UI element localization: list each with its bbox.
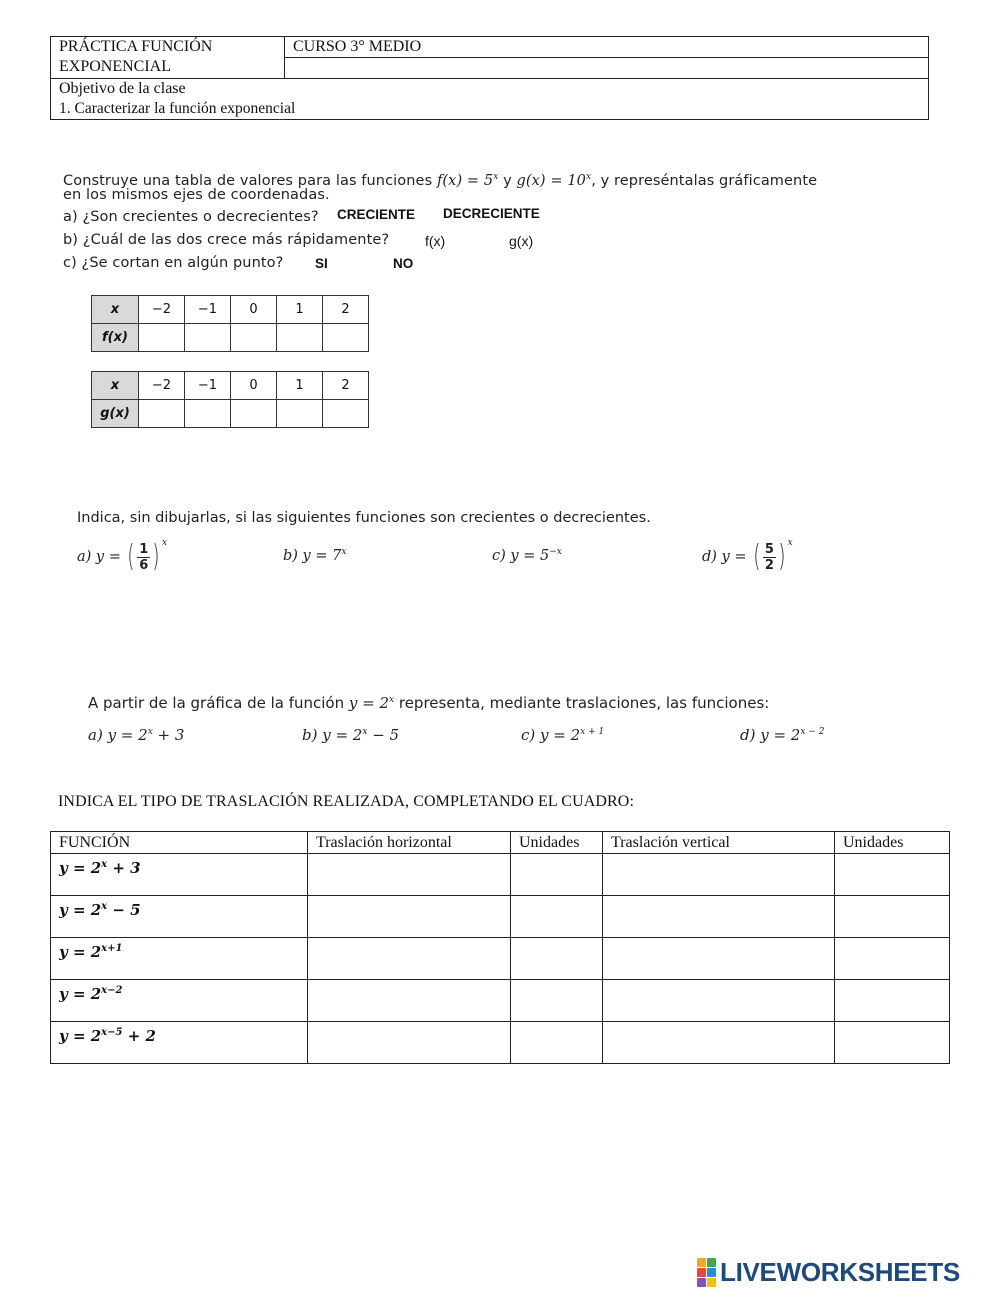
table-f-answer-cell[interactable] — [185, 324, 231, 352]
section2-item-d: d) y = ( $\frac{5}{2}$ ) $^x$ — [702, 538, 793, 574]
table-f-x-value: 1 — [277, 296, 323, 324]
table-f-fx-header: f(x) — [92, 324, 139, 352]
horizontal-answer-cell[interactable] — [308, 896, 511, 938]
function-cell: $y = 2^x - 5$ — [51, 896, 308, 938]
vertical-answer-cell[interactable] — [603, 938, 835, 980]
section3-prompt: A partir de la gráfica de la función $y = 2^x$ representa, mediante traslaciones, las funciones: — [88, 694, 770, 712]
column-header-units-h: Unidades — [511, 832, 603, 854]
liveworksheets-logo-text: LIVEWORKSHEETS — [720, 1257, 960, 1287]
vertical-answer-cell[interactable] — [603, 980, 835, 1022]
values-table-g — [91, 371, 369, 428]
column-header-units-v: Unidades — [835, 832, 950, 854]
table-f-answer-cell[interactable] — [139, 324, 185, 352]
section2-prompt: Indica, sin dibujarlas, si las siguientes funciones son crecientes o decrecientes. — [77, 510, 651, 526]
table-g-answer-cell[interactable] — [139, 400, 185, 428]
units-v-answer-cell[interactable] — [835, 1022, 950, 1064]
question-b: b) ¿Cuál de las dos crece más rápidamente? — [63, 232, 390, 248]
question-c: c) ¿Se cortan en algún punto? — [63, 255, 284, 271]
vertical-answer-cell[interactable] — [603, 1022, 835, 1064]
table-f-answer-cell[interactable] — [277, 324, 323, 352]
section3-item-b: b) $y = 2^x - 5$ — [302, 726, 400, 744]
units-v-answer-cell[interactable] — [835, 896, 950, 938]
function-cell: $y = 2^x + 3$ — [51, 854, 308, 896]
table-g-gx-header: g(x) — [92, 400, 139, 428]
column-header-vertical: Traslación vertical — [603, 832, 835, 854]
section2-item-c: c) $y = 5^{-x}$ — [492, 547, 562, 564]
function-cell: $y = 2^{x-2}$ — [51, 980, 308, 1022]
course-label: CURSO 3° MEDIO — [285, 37, 929, 58]
table-f-x-value: 0 — [231, 296, 277, 324]
values-table-f — [91, 295, 369, 352]
column-header-funcion: FUNCIÓN — [51, 832, 308, 854]
section3-item-a: a) $y = 2^x + 3$ — [88, 726, 185, 744]
header-table — [50, 36, 929, 120]
units-v-answer-cell[interactable] — [835, 938, 950, 980]
objective-cell — [51, 79, 929, 120]
section2-item-a: a) y = ( $\frac{1}{6}$ ) $^x$ — [77, 538, 168, 574]
table-f-answer-cell[interactable] — [231, 324, 277, 352]
table-f-x-value: −1 — [185, 296, 231, 324]
title-line-2: EXPONENCIAL — [59, 58, 171, 75]
table-g-answer-cell[interactable] — [185, 400, 231, 428]
table-g-x-value: 1 — [277, 372, 323, 400]
table-g-x-header: x — [92, 372, 139, 400]
units-v-answer-cell[interactable] — [835, 854, 950, 896]
section3-item-d: d) $y = 2^{x - 2}$ — [740, 726, 825, 744]
table-g-answer-cell[interactable] — [231, 400, 277, 428]
instruction-heading: INDICA EL TIPO DE TRASLACIÓN REALIZADA, COMPLETANDO EL CUADRO: — [58, 793, 635, 810]
option-creciente[interactable]: CRECIENTE — [337, 207, 416, 222]
question-a: a) ¿Son crecientes o decrecientes? — [63, 209, 319, 225]
objective-label: Objetivo de la clase — [59, 80, 186, 97]
table-row — [51, 854, 950, 896]
table-g-x-value: −1 — [185, 372, 231, 400]
section1-line1: Construye una tabla de valores para las funciones $f(x) = 5^x$ y $g(x) = 10^x$, y represéntalas gráficamente — [63, 172, 818, 189]
worksheet-title — [51, 37, 285, 79]
horizontal-answer-cell[interactable] — [308, 980, 511, 1022]
units-h-answer-cell[interactable] — [511, 854, 603, 896]
table-f-answer-cell[interactable] — [323, 324, 369, 352]
table-row — [51, 980, 950, 1022]
column-header-horizontal: Traslación horizontal — [308, 832, 511, 854]
title-line-1: PRÁCTICA FUNCIÓN — [59, 38, 213, 55]
liveworksheets-logo — [697, 1257, 960, 1288]
function-cell: $y = 2^{x+1}$ — [51, 938, 308, 980]
table-f-x-value: −2 — [139, 296, 185, 324]
option-no[interactable]: NO — [393, 256, 414, 271]
table-row — [51, 938, 950, 980]
option-fx[interactable]: f(x) — [425, 233, 446, 249]
table-g-x-value: 0 — [231, 372, 277, 400]
table-f-x-value: 2 — [323, 296, 369, 324]
table-g-answer-cell[interactable] — [277, 400, 323, 428]
section1-line2: en los mismos ejes de coordenadas. — [63, 187, 330, 203]
units-h-answer-cell[interactable] — [511, 980, 603, 1022]
table-g-x-value: 2 — [323, 372, 369, 400]
table-row — [51, 1022, 950, 1064]
course-blank-field[interactable] — [285, 58, 929, 79]
table-row — [51, 896, 950, 938]
section3-item-c: c) $y = 2^{x + 1}$ — [521, 726, 605, 744]
translation-table — [50, 831, 950, 1064]
units-h-answer-cell[interactable] — [511, 938, 603, 980]
vertical-answer-cell[interactable] — [603, 896, 835, 938]
option-gx[interactable]: g(x) — [509, 233, 534, 249]
table-g-x-value: −2 — [139, 372, 185, 400]
horizontal-answer-cell[interactable] — [308, 938, 511, 980]
horizontal-answer-cell[interactable] — [308, 1022, 511, 1064]
table-f-x-header: x — [92, 296, 139, 324]
vertical-answer-cell[interactable] — [603, 854, 835, 896]
section2-item-b: b) $y = 7^x$ — [283, 547, 347, 564]
option-si[interactable]: SI — [315, 256, 328, 271]
objective-text: 1. Caracterizar la función exponencial — [59, 100, 296, 117]
horizontal-answer-cell[interactable] — [308, 854, 511, 896]
liveworksheets-logo-icon — [697, 1258, 716, 1287]
option-decreciente[interactable]: DECRECIENTE — [443, 206, 540, 221]
function-cell: $y = 2^{x-5} + 2$ — [51, 1022, 308, 1064]
units-v-answer-cell[interactable] — [835, 980, 950, 1022]
units-h-answer-cell[interactable] — [511, 1022, 603, 1064]
table-g-answer-cell[interactable] — [323, 400, 369, 428]
units-h-answer-cell[interactable] — [511, 896, 603, 938]
